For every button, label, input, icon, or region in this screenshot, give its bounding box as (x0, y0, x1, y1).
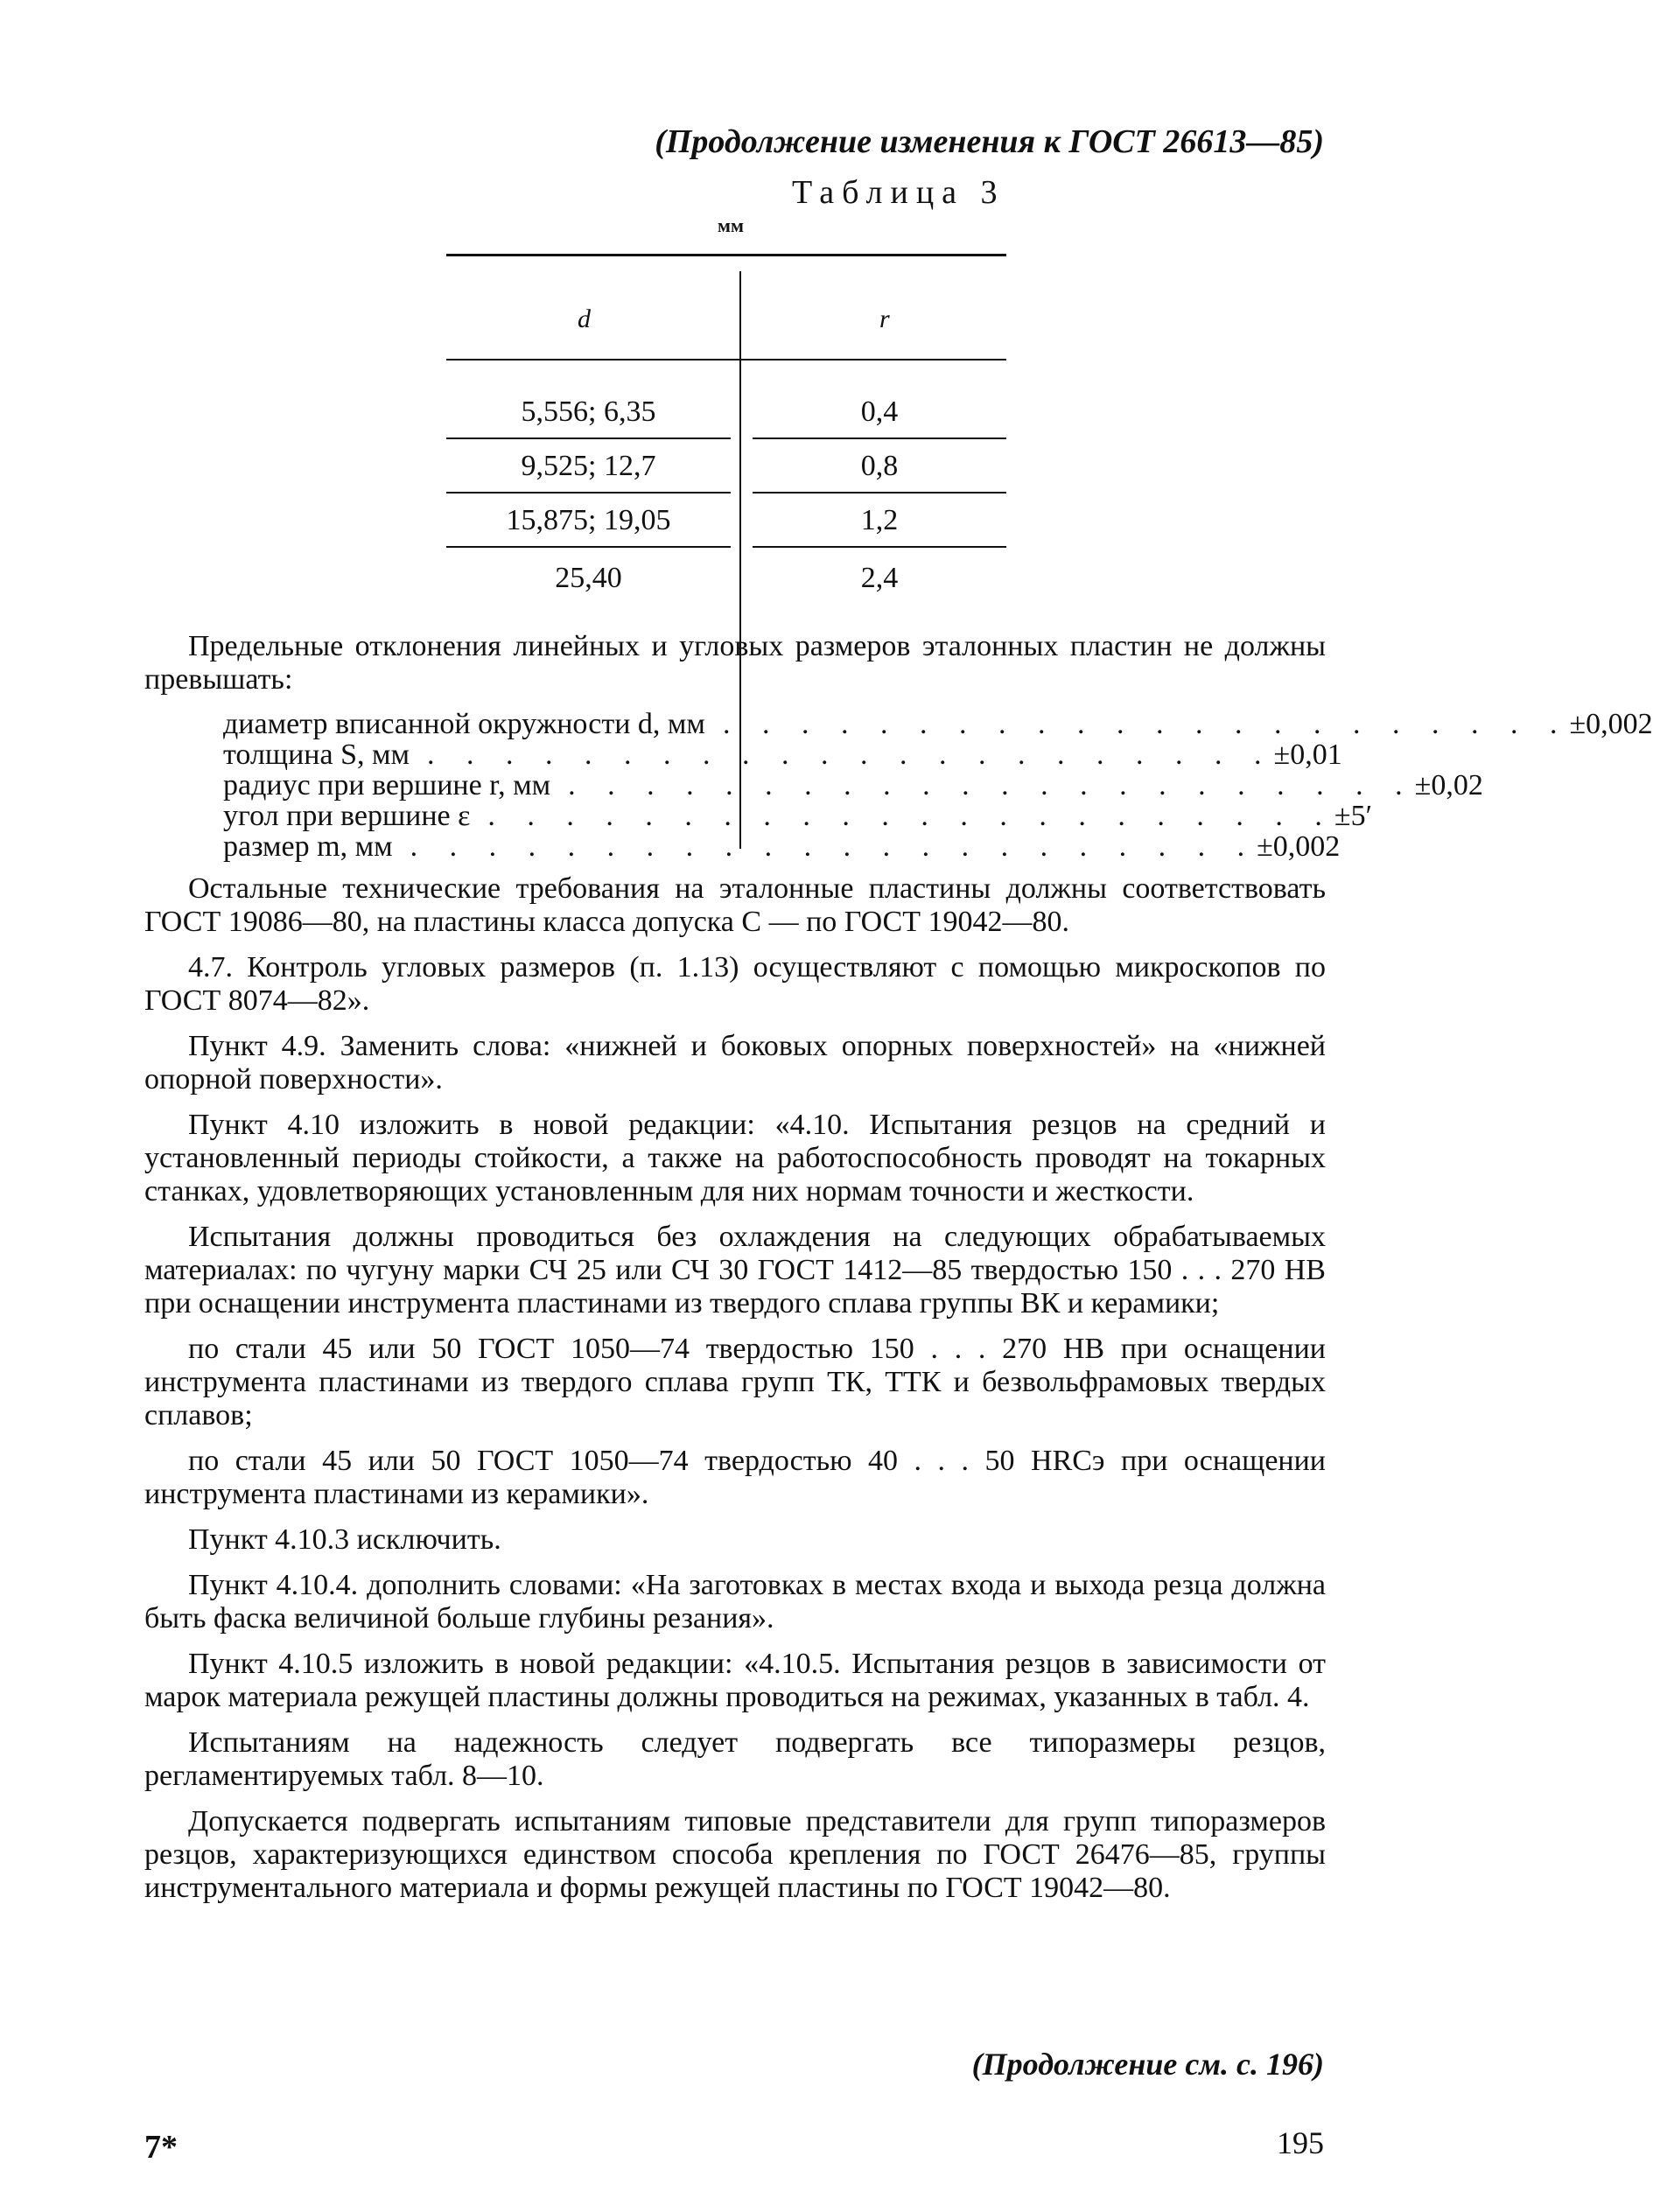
cell-d: 25,40 (555, 562, 622, 594)
tolerance-label: толщина S, мм (223, 738, 410, 771)
tolerance-row (223, 708, 1653, 740)
tolerance-label: радиус при вершине r, мм (223, 769, 551, 802)
table-row (446, 494, 1006, 548)
table-title: Таблица 3 (792, 174, 1005, 211)
body-text (144, 630, 1653, 1917)
leader-dots: . . . . . . . . . . . . . . . . . . . . . . (410, 830, 1257, 863)
paragraph: Испытания должны проводиться без охлаждения на следующих обрабатываемых материалах: по чугуну марки СЧ 25 или СЧ 30 ГОСТ 1412—85 твердостью 150 . . . 270 НВ при оснащении инструмента пластинами из твердого сплава группы ВК и керамики; (144, 1221, 1326, 1320)
paragraph: по стали 45 или 50 ГОСТ 1050—74 твердостью 40 . . . 50 HRCэ при оснащении инструмента пластинами из керамики». (144, 1445, 1326, 1510)
page-number: 195 (1277, 2125, 1324, 2160)
column-header-r: r (879, 304, 890, 333)
continuation-header: (Продолжение изменения к ГОСТ 26613—85) (655, 123, 1324, 160)
cell-r: 0,8 (860, 450, 899, 482)
tolerance-row (223, 800, 1373, 832)
cell-d: 5,556; 6,35 (521, 396, 656, 428)
table-top-rule (446, 254, 1006, 256)
leader-dots: . . . . . . . . . . . . . . . . . . . . . . (568, 769, 1415, 802)
table-header-rule (446, 359, 1006, 360)
tolerance-value: ±0,002 (1569, 708, 1653, 740)
paragraph: Пункт 4.10.5 изложить в новой редакции: «4.10.5. Испытания резцов в зависимости от марок материала режущей пластины должны проводиться на режимах, указанных в табл. 4. (144, 1648, 1326, 1713)
paragraph: Пункт 4.10 изложить в новой редакции: «4.10. Испытания резцов на средний и установленный периоды стойкости, а также на работоспособность проводят на токарных станках, удовлетворяющих установленным для них нормам точности и жесткости. (144, 1109, 1326, 1208)
cell-r: 0,4 (860, 396, 899, 428)
tolerance-value: ±0,02 (1414, 769, 1483, 802)
table-row (446, 439, 1006, 494)
tolerance-label: размер m, мм (223, 830, 393, 863)
table-row (446, 551, 1006, 606)
paragraph: по стали 45 или 50 ГОСТ 1050—74 твердостью 150 . . . 270 НВ при оснащении инструмента пластинами из твердого сплава групп ТК, ТТК и безвольфрамовых твердых сплавов; (144, 1333, 1326, 1432)
table-row (446, 385, 1006, 439)
paragraph: 4.7. Контроль угловых размеров (п. 1.13) осуществляют с помощью микроскопов по ГОСТ 8074—82». (144, 951, 1326, 1017)
paragraph: Предельные отклонения линейных и угловых размеров эталонных пластин не должны превышать: (144, 630, 1326, 696)
tolerance-row (223, 769, 1483, 802)
tolerance-row (223, 830, 1341, 863)
signature-mark: 7* (144, 2129, 178, 2166)
paragraph: Испытаниям на надежность следует подвергать все типоразмеры резцов, регламентируемых табл. 8—10. (144, 1726, 1326, 1792)
paragraph: Пункт 4.10.3 исключить. (188, 1523, 501, 1556)
cell-r: 2,4 (860, 562, 899, 594)
paragraph: Остальные технические требования на эталонные пластины должны соответствовать ГОСТ 19086—80, на пластины класса допуска С — по ГОСТ 19042—80. (144, 872, 1326, 938)
leader-dots: . . . . . . . . . . . . . . . . . . . . . . (427, 738, 1274, 771)
tolerance-list (223, 708, 1653, 863)
paragraph: Допускается подвергать испытаниям типовые представители для групп типоразмеров резцов, характеризующихся единством способа крепления по ГОСТ 26476—85, группы инструментального материала и формы режущей пластины по ГОСТ 19042—80. (144, 1805, 1326, 1904)
tolerance-value: ±5′ (1334, 800, 1373, 832)
cell-r: 1,2 (860, 504, 899, 536)
paragraph: Пункт 4.9. Заменить слова: «нижней и боковых опорных поверхностей» на «нижней опорной поверхности». (144, 1030, 1326, 1096)
tolerance-label: угол при вершине ε (223, 800, 471, 832)
paragraph: Пункт 4.10.4. дополнить словами: «На заготовках в местах входа и выхода резца должна быть фаска величиной больше глубины резания». (144, 1569, 1326, 1634)
row-rule (753, 546, 1006, 548)
continuation-footer: (Продолжение см. с. 196) (971, 2047, 1324, 2082)
table-units: мм (718, 214, 744, 236)
tolerance-value: ±0,01 (1273, 738, 1342, 771)
tolerance-label: диаметр вписанной окружности d, мм (223, 708, 705, 740)
column-header-d: d (578, 304, 591, 333)
leader-dots: . . . . . . . . . . . . . . . . . . . . . . (722, 708, 1570, 740)
tolerance-value: ±0,002 (1257, 830, 1341, 863)
leader-dots: . . . . . . . . . . . . . . . . . . . . . . (487, 800, 1334, 832)
tolerance-row (223, 738, 1342, 771)
cell-d: 15,875; 19,05 (506, 504, 671, 536)
cell-d: 9,525; 12,7 (521, 450, 656, 482)
row-rule (446, 546, 731, 548)
